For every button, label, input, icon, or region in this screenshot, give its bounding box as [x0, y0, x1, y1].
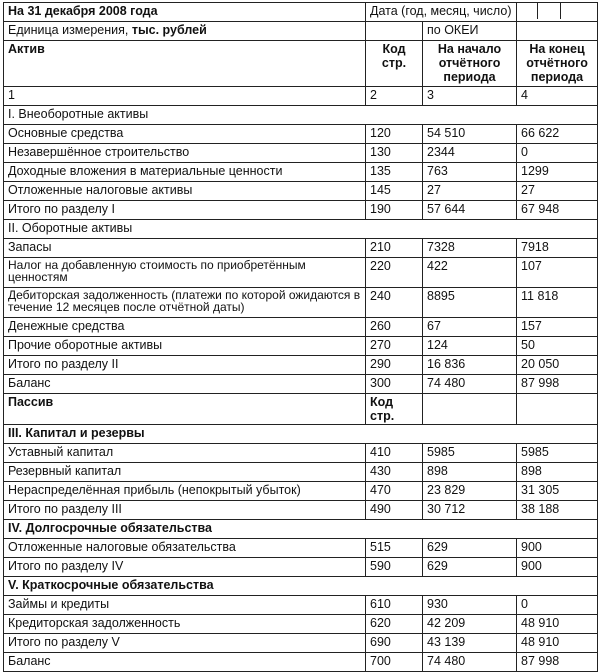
row-code: 270 [366, 337, 423, 356]
row-end-value: 38 188 [517, 501, 598, 520]
row-start-value: 124 [423, 337, 517, 356]
row-start-value: 74 480 [423, 653, 517, 672]
row-code: 135 [366, 163, 423, 182]
section-header-row [4, 520, 598, 539]
row-start-value: 23 829 [423, 482, 517, 501]
row-end-value: 157 [517, 318, 598, 337]
col-num-4: 4 [517, 87, 598, 106]
row-start-value: 67 [423, 318, 517, 337]
row-code: 145 [366, 182, 423, 201]
column-header-row [4, 41, 598, 87]
row-name: Займы и кредиты [4, 596, 366, 615]
row-name: Нераспределённая прибыль (непокрытый убыток) [4, 482, 366, 501]
row-start-value: 43 139 [423, 634, 517, 653]
row-start-value: 763 [423, 163, 517, 182]
table-row [4, 318, 598, 337]
liabilities-code-label: Код стр. [366, 394, 423, 425]
row-code: 690 [366, 634, 423, 653]
unit-value: тыс. рублей [131, 23, 207, 37]
okei-label: по ОКЕИ [423, 22, 517, 41]
row-end-value: 50 [517, 337, 598, 356]
row-code: 190 [366, 201, 423, 220]
row-name: Доходные вложения в материальные ценности [4, 163, 366, 182]
row-code: 590 [366, 558, 423, 577]
table-row [4, 258, 598, 288]
row-name: Баланс [4, 653, 366, 672]
section-header-row [4, 106, 598, 125]
table-row [4, 356, 598, 375]
row-code: 430 [366, 463, 423, 482]
table-row [4, 482, 598, 501]
table-row [4, 337, 598, 356]
row-code: 130 [366, 144, 423, 163]
row-code: 240 [366, 288, 423, 318]
row-start-value: 30 712 [423, 501, 517, 520]
row-code: 470 [366, 482, 423, 501]
row-end-value: 48 910 [517, 634, 598, 653]
row-name: Отложенные налоговые активы [4, 182, 366, 201]
row-start-value: 8895 [423, 288, 517, 318]
table-row [4, 596, 598, 615]
table-row [4, 201, 598, 220]
row-start-value: 930 [423, 596, 517, 615]
row-code: 220 [366, 258, 423, 288]
unit-spacer [366, 22, 423, 41]
row-name: Основные средства [4, 125, 366, 144]
liabilities-header-row [4, 394, 598, 425]
balance-table [3, 2, 598, 672]
table-row [4, 501, 598, 520]
table-row [4, 615, 598, 634]
section-title-capital: III. Капитал и резервы [4, 425, 598, 444]
date-row [4, 3, 598, 22]
liabilities-empty-start [423, 394, 517, 425]
date-cells [517, 3, 598, 22]
section-header-row [4, 577, 598, 596]
table-row [4, 288, 598, 318]
row-code: 290 [366, 356, 423, 375]
row-code: 490 [366, 501, 423, 520]
row-end-value: 66 622 [517, 125, 598, 144]
section-title-current-assets: II. Оборотные активы [4, 220, 598, 239]
row-name: Итого по разделу IV [4, 558, 366, 577]
section-title-long-term: IV. Долгосрочные обязательства [4, 520, 598, 539]
row-name: Резервный капитал [4, 463, 366, 482]
row-name: Отложенные налоговые обязательства [4, 539, 366, 558]
row-start-value: 7328 [423, 239, 517, 258]
row-start-value: 57 644 [423, 201, 517, 220]
row-end-value: 107 [517, 258, 598, 288]
row-code: 700 [366, 653, 423, 672]
row-end-value: 0 [517, 144, 598, 163]
liabilities-empty-end [517, 394, 598, 425]
col-end: На конец отчётного периода [517, 41, 598, 87]
row-end-value: 31 305 [517, 482, 598, 501]
row-start-value: 898 [423, 463, 517, 482]
row-end-value: 48 910 [517, 615, 598, 634]
row-name: Незавершённое строительство [4, 144, 366, 163]
row-end-value: 900 [517, 558, 598, 577]
row-code: 620 [366, 615, 423, 634]
table-row [4, 125, 598, 144]
table-row [4, 375, 598, 394]
col-num-1: 1 [4, 87, 366, 106]
row-end-value: 67 948 [517, 201, 598, 220]
row-code: 410 [366, 444, 423, 463]
row-start-value: 54 510 [423, 125, 517, 144]
okei-value [517, 22, 598, 41]
row-name: Запасы [4, 239, 366, 258]
row-name: Дебиторская задолженность (платежи по которой ожидаются в течение 12 месяцев после отчётной даты) [4, 288, 366, 318]
row-name: Уставный капитал [4, 444, 366, 463]
row-start-value: 629 [423, 539, 517, 558]
unit-row [4, 22, 598, 41]
row-code: 120 [366, 125, 423, 144]
table-row [4, 444, 598, 463]
row-start-value: 27 [423, 182, 517, 201]
row-end-value: 27 [517, 182, 598, 201]
row-end-value: 7918 [517, 239, 598, 258]
row-name: Налог на добавленную стоимость по приобретённым ценностям [4, 258, 366, 288]
section-title-noncurrent-assets: I. Внеоборотные активы [4, 106, 598, 125]
row-end-value: 87 998 [517, 375, 598, 394]
row-name: Итого по разделу I [4, 201, 366, 220]
row-name: Денежные средства [4, 318, 366, 337]
section-title-short-term: V. Краткосрочные обязательства [4, 577, 598, 596]
row-name: Итого по разделу II [4, 356, 366, 375]
col-num-3: 3 [423, 87, 517, 106]
row-end-value: 11 818 [517, 288, 598, 318]
row-start-value: 74 480 [423, 375, 517, 394]
col-num-2: 2 [366, 87, 423, 106]
row-end-value: 898 [517, 463, 598, 482]
column-number-row [4, 87, 598, 106]
table-row [4, 463, 598, 482]
row-start-value: 5985 [423, 444, 517, 463]
row-end-value: 5985 [517, 444, 598, 463]
row-code: 515 [366, 539, 423, 558]
row-start-value: 629 [423, 558, 517, 577]
row-start-value: 16 836 [423, 356, 517, 375]
unit-prefix: Единица измерения, [8, 23, 129, 37]
row-name: Прочие оборотные активы [4, 337, 366, 356]
row-code: 260 [366, 318, 423, 337]
row-start-value: 422 [423, 258, 517, 288]
table-row [4, 144, 598, 163]
row-name: Кредиторская задолженность [4, 615, 366, 634]
table-row [4, 163, 598, 182]
table-row [4, 558, 598, 577]
row-end-value: 0 [517, 596, 598, 615]
row-code: 610 [366, 596, 423, 615]
unit-cell [4, 22, 366, 41]
section-header-row [4, 425, 598, 444]
report-date-title: На 31 декабря 2008 года [4, 3, 366, 22]
liabilities-title: Пассив [4, 394, 366, 425]
row-name: Баланс [4, 375, 366, 394]
row-code: 210 [366, 239, 423, 258]
col-code: Код стр. [366, 41, 423, 87]
balance-sheet [3, 2, 597, 672]
row-name: Итого по разделу III [4, 501, 366, 520]
row-name: Итого по разделу V [4, 634, 366, 653]
row-end-value: 1299 [517, 163, 598, 182]
row-end-value: 900 [517, 539, 598, 558]
table-row [4, 539, 598, 558]
table-row [4, 182, 598, 201]
table-row [4, 239, 598, 258]
row-end-value: 20 050 [517, 356, 598, 375]
col-asset: Актив [4, 41, 366, 87]
section-header-row [4, 220, 598, 239]
row-end-value: 87 998 [517, 653, 598, 672]
col-start: На начало отчётного периода [423, 41, 517, 87]
row-start-value: 42 209 [423, 615, 517, 634]
table-row [4, 634, 598, 653]
date-label: Дата (год, месяц, число) [366, 3, 517, 22]
row-code: 300 [366, 375, 423, 394]
row-start-value: 2344 [423, 144, 517, 163]
